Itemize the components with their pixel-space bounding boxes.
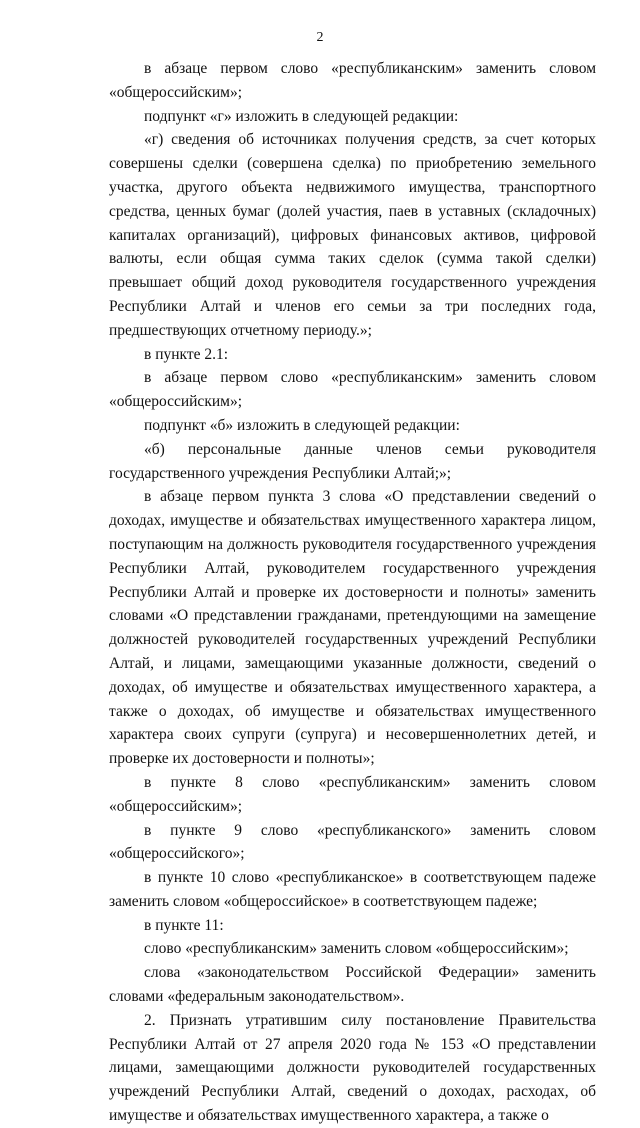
paragraph: 2. Признать утратившим силу постановление Правительства Республики Алтай от 27 апреля 2020 года № 153 «О представлении лицами, замещающими должности руководителей государственных учреждений Республики Алтай, сведений о доходах, расходах, об имуществе и обязательствах имущественного характера, а также о xyxy=(109,1011,596,1125)
paragraph: слова «законодательством Российской Федерации» заменить словами «федеральным законодательством». xyxy=(109,964,596,1006)
paragraph: подпункт «б» изложить в следующей редакции: xyxy=(144,416,460,434)
paragraph: в пункте 9 слово «республиканского» заменить словом «общероссийского»; xyxy=(109,821,596,863)
paragraph: в пункте 10 слово «республиканское» в соответствующем падеже заменить словом «общероссийское» в соответствующем падеже; xyxy=(109,869,596,910)
paragraph: «б) персональные данные членов семьи руководителя государственного учреждения Республики Алтай;»; xyxy=(109,440,596,482)
paragraph: в абзаце первом слово «республиканским» заменить словом «общероссийским»; xyxy=(109,60,596,101)
paragraph: в пункте 8 слово «республиканским» заменить словом «общероссийским»; xyxy=(109,773,596,815)
document-body xyxy=(109,57,596,1128)
paragraph: в абзаце первом пункта 3 слова «О представлении сведений о доходах, имуществе и обязательствах имущественного характера лицом, поступающим на должность руководителя государственного учреждения Республики Алтай, руководителем государственного учреждения Республики Алтай и проверке их достоверности и полноты» заменить словами «О представлении гражданами, претендующими на замещение должностей руководителей государственных учреждений Республики Алтай, и лицами, замещающими указанные должности, сведений о доходах, об имуществе и обязательствах имущественного характера, а также о доходах, об имуществе и обязательствах имущественного характера своих супруги (супруга) и несовершеннолетних детей, и проверке их достоверности и полноты»; xyxy=(109,488,596,768)
paragraph: в пункте 11: xyxy=(144,916,224,934)
paragraph: в пункте 2.1: xyxy=(144,345,229,363)
paragraph: «г) сведения об источниках получения средств, за счет которых совершены сделки (совершена сделка) по приобретению земельного участка, другого объекта недвижимого имущества, транспортного средства, ценных бумаг (долей участия, паев в уставных (складочных) капиталах организаций), цифровых финансовых активов, цифровой валюты, если общая сумма таких сделок (сумма такой сделки) превышает общий доход руководителя государственного учреждения Республики Алтай и членов его семьи за три последних года, предшествующих отчетному периоду.»; xyxy=(109,131,596,339)
paragraph: слово «республиканским» заменить словом «общероссийским»; xyxy=(144,940,569,958)
page-number: 2 xyxy=(316,30,324,45)
paragraph: подпункт «г» изложить в следующей редакции: xyxy=(144,107,459,125)
paragraph: в абзаце первом слово «республиканским» заменить словом «общероссийским»; xyxy=(109,369,596,411)
